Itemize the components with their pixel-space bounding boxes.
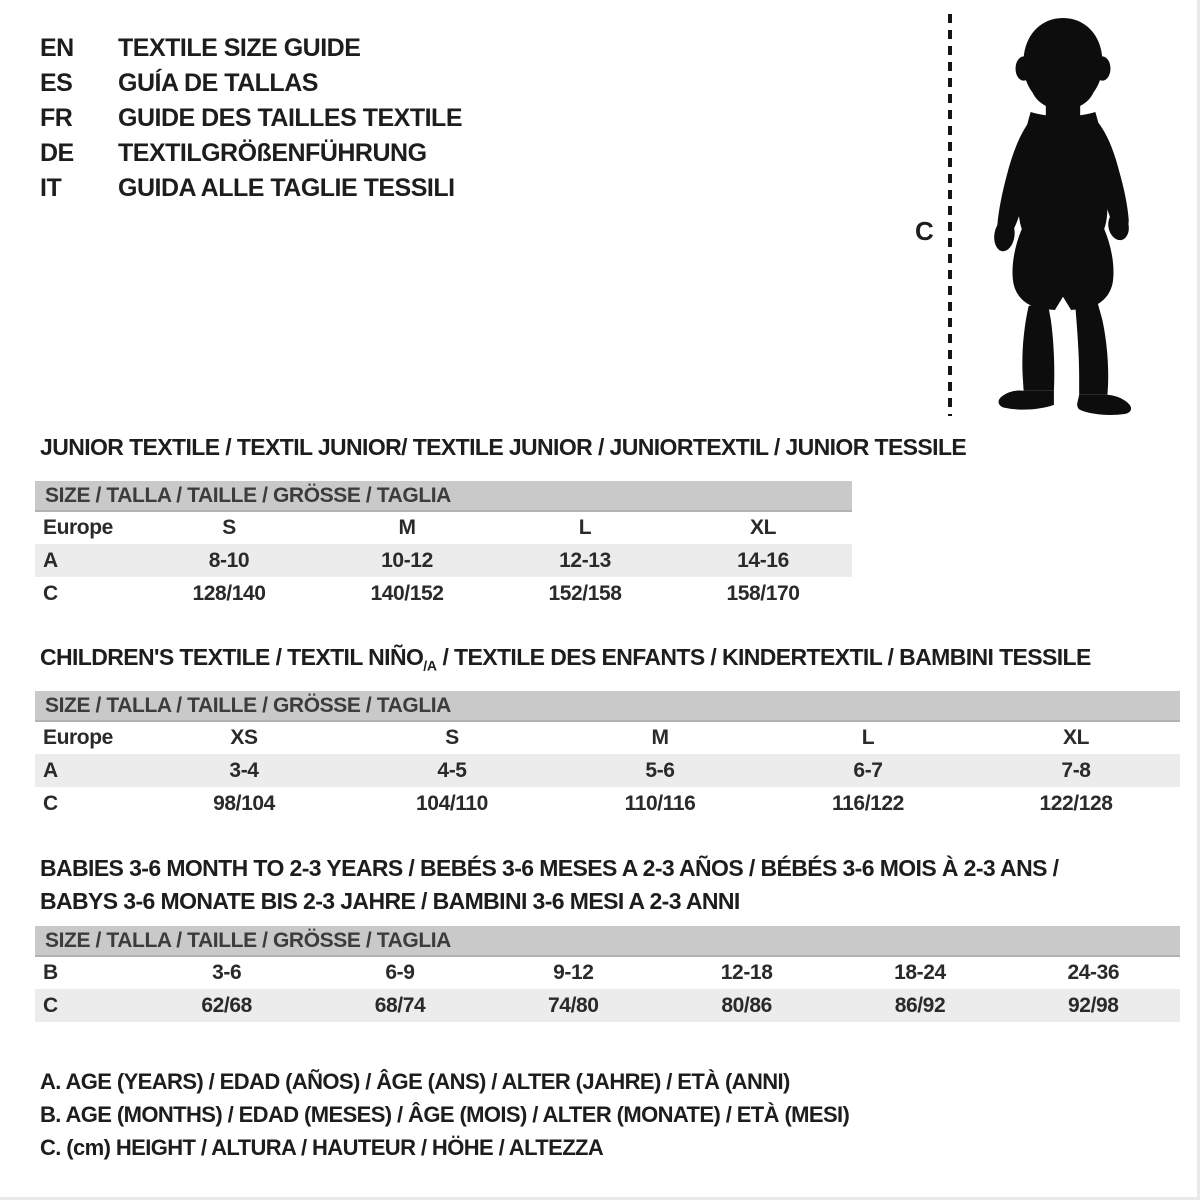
legend-line-c: C. (cm) HEIGHT / ALTURA / HAUTEUR / HÖHE / ALTEZZA xyxy=(40,1135,604,1160)
size-value: XL xyxy=(1062,726,1090,749)
height-value: 140/152 xyxy=(370,581,444,605)
babies-title-line1: BABIES 3-6 MONTH TO 2-3 YEARS / BEBÉS 3-6 MESES A 2-3 AÑOS / BÉBÉS 3-6 MOIS À 2-3 ANS / xyxy=(40,855,1059,881)
row-label: B xyxy=(43,961,58,984)
table-row xyxy=(35,754,1180,787)
size-value: S xyxy=(222,516,236,539)
height-value: 122/128 xyxy=(1039,791,1113,815)
region-label: Europe xyxy=(43,516,113,539)
table-row xyxy=(35,577,852,610)
size-value: L xyxy=(861,726,875,749)
row-label: C xyxy=(43,581,58,605)
age-value: 12-13 xyxy=(559,548,611,572)
guide-title: TEXTILE SIZE GUIDE xyxy=(118,34,361,62)
age-months-value: 24-36 xyxy=(1067,961,1120,984)
table-row xyxy=(35,721,1180,754)
table-row xyxy=(35,787,1180,820)
height-value: 128/140 xyxy=(192,581,266,605)
language-code: EN xyxy=(40,34,74,62)
size-value: M xyxy=(398,516,416,539)
height-value: 74/80 xyxy=(548,993,599,1017)
table-row xyxy=(35,989,1180,1022)
row-label: C xyxy=(43,791,58,815)
children-size-table xyxy=(35,691,1180,820)
legend xyxy=(40,1069,849,1168)
age-value: 5-6 xyxy=(645,758,675,782)
legend-line-b: B. AGE (MONTHS) / EDAD (MESES) / ÂGE (MOIS) / ALTER (MONATE) / ETÀ (MESI) xyxy=(40,1102,850,1127)
babies-size-table xyxy=(35,926,1180,1022)
babies-title-line2: BABYS 3-6 MONATE BIS 2-3 JAHRE / BAMBINI 3-6 MESI A 2-3 ANNI xyxy=(40,888,740,914)
row-label: C xyxy=(43,993,58,1017)
height-value: 80/86 xyxy=(721,993,772,1017)
children-section-title xyxy=(40,644,1091,674)
size-header-bar: SIZE / TALLA / TAILLE / GRÖSSE / TAGLIA xyxy=(35,926,1180,956)
age-months-value: 6-9 xyxy=(385,961,415,984)
age-months-value: 9-12 xyxy=(553,961,594,984)
height-value: 110/116 xyxy=(624,791,696,815)
size-value: S xyxy=(445,726,459,749)
language-row-fr xyxy=(40,101,462,136)
toddler-silhouette-icon xyxy=(966,13,1160,417)
guide-title: TEXTILGRÖßENFÜHRUNG xyxy=(118,139,427,167)
children-title-subscript: /A xyxy=(423,657,437,674)
height-value: 68/74 xyxy=(374,993,426,1017)
language-row-es xyxy=(40,66,462,101)
size-header-bar: SIZE / TALLA / TAILLE / GRÖSSE / TAGLIA xyxy=(35,691,1180,721)
size-header-bar: SIZE / TALLA / TAILLE / GRÖSSE / TAGLIA xyxy=(35,481,852,511)
height-value: 92/98 xyxy=(1068,993,1119,1017)
size-value: XL xyxy=(749,516,777,539)
junior-size-table xyxy=(35,481,852,610)
height-value: 116/122 xyxy=(832,791,904,815)
guide-title: GUIDA ALLE TAGLIE TESSILI xyxy=(118,174,455,202)
height-value: 104/110 xyxy=(416,791,488,815)
age-value: 6-7 xyxy=(853,758,883,782)
age-value: 8-10 xyxy=(208,548,250,572)
age-value: 3-4 xyxy=(229,758,259,782)
size-value: L xyxy=(578,516,592,539)
language-code: IT xyxy=(40,174,62,202)
guide-title: GUIDE DES TAILLES TEXTILE xyxy=(118,104,463,132)
age-value: 7-8 xyxy=(1061,758,1091,782)
row-label: A xyxy=(43,548,58,572)
age-value: 14-16 xyxy=(737,548,789,572)
language-row-it xyxy=(40,171,462,206)
language-code: ES xyxy=(40,69,73,97)
table-row xyxy=(35,956,1180,989)
size-value: M xyxy=(651,726,669,749)
babies-section-title xyxy=(40,852,1058,918)
row-label: A xyxy=(43,758,58,782)
height-value: 62/68 xyxy=(201,993,252,1017)
height-value: 98/104 xyxy=(213,791,275,815)
age-months-value: 12-18 xyxy=(720,961,773,984)
height-value: 86/92 xyxy=(894,993,946,1017)
children-title-text: / TEXTILE DES ENFANTS / KINDERTEXTIL / BAMBINI TESSILE xyxy=(436,644,1091,670)
size-value: XS xyxy=(230,726,258,749)
age-months-value: 18-24 xyxy=(894,961,946,984)
legend-line-a: A. AGE (YEARS) / EDAD (AÑOS) / ÂGE (ANS) / ALTER (JAHRE) / ETÀ (ANNI) xyxy=(40,1069,790,1094)
table-row xyxy=(35,511,852,544)
table-row xyxy=(35,544,852,577)
age-value: 10-12 xyxy=(381,548,433,572)
age-months-value: 3-6 xyxy=(212,961,242,984)
height-value: 152/158 xyxy=(548,581,622,605)
height-value: 158/170 xyxy=(726,581,800,605)
height-measure-dashed-line xyxy=(948,14,952,416)
children-title-text: CHILDREN'S TEXTILE / TEXTIL NIÑO xyxy=(40,644,424,670)
region-label: Europe xyxy=(43,726,113,749)
age-value: 4-5 xyxy=(437,758,467,782)
height-measure-label: C xyxy=(915,216,934,246)
junior-section-title: JUNIOR TEXTILE / TEXTIL JUNIOR/ TEXTILE JUNIOR / JUNIORTEXTIL / JUNIOR TESSILE xyxy=(40,434,967,460)
language-row-de xyxy=(40,136,462,171)
language-row-en xyxy=(40,31,462,66)
guide-title: GUÍA DE TALLAS xyxy=(118,69,318,97)
language-code: FR xyxy=(40,104,73,132)
language-header xyxy=(40,31,462,206)
language-code: DE xyxy=(40,139,74,167)
